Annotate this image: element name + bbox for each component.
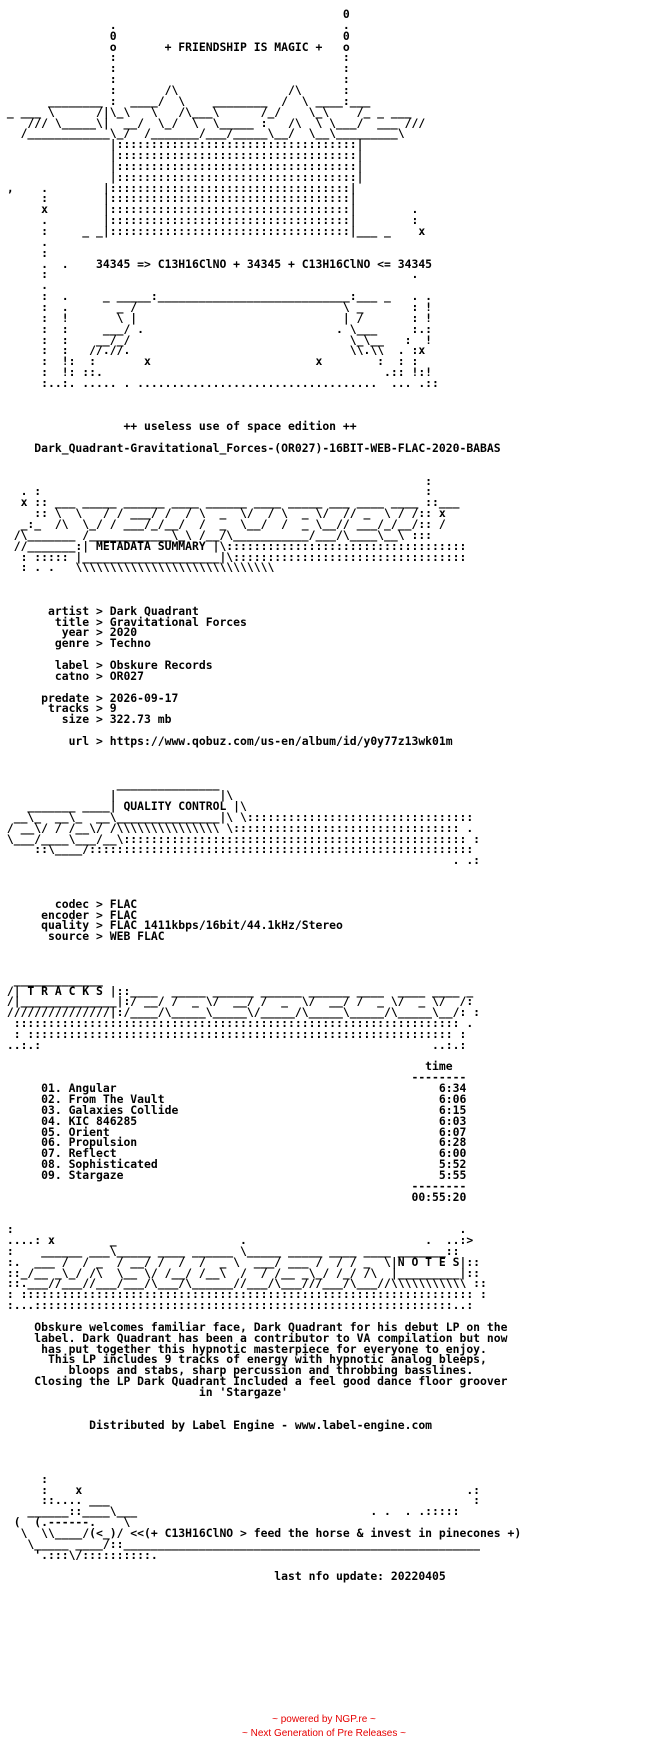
nfo-line: -------- (0, 1070, 467, 1085)
nfo-line: \_____ ____/::____________________________________________________ (0, 1536, 481, 1551)
nfo-line: |:::::::::::::::::::::::::::::::::::| (0, 137, 364, 152)
nfo-line: : . . \\\\\\\\\\\\\\\\\\\\\\\\\\\\\ (0, 560, 275, 575)
nfo-line: : :::::::::::::::::::::::::::::::::::::::::::::::::::::::::::::: : (0, 1026, 467, 1041)
nfo-line: : : (0, 50, 350, 65)
nfo-line: : : ___/ . . \___ :.: (0, 321, 433, 336)
footer-line-2[interactable]: ~ Next Generation of Pre Releases ~ (242, 1728, 406, 1739)
nfo-line: _:_ /\ \_/ / ___/_/__/ / _ \__/ / _ \__// ___/_/__/:: / (0, 516, 446, 531)
nfo-line: codec > FLAC (0, 896, 138, 911)
nfo-line: ::_/__ _\_/ /\ \__ \/ /__/ /__\ / / /__ _\_/ /_/ /\ |_________|:: (0, 1265, 481, 1280)
nfo-line: : ! \ | | / : ! (0, 310, 433, 325)
nfo-line: : !: ::. .:: !:! (0, 365, 433, 380)
nfo-line: 04. KIC 846285 6:03 (0, 1113, 467, 1128)
nfo-line: :..:. ..... . ................................... ... .:: (0, 375, 439, 390)
nfo-line: 08. Sophisticated 5:52 (0, 1157, 467, 1172)
nfo-line: . . (0, 17, 350, 32)
nfo-line: :. ___ / / _ / __/ / / / _ \ ___/ ___ / / / _ \|N O T E S|:: (0, 1254, 481, 1269)
nfo-line: . |:::::::::::::::::::::::::::::::::::| : (0, 213, 419, 228)
nfo-line: /\_______ /____________\_\ /__/\___________/___/\____\__\ ::: (0, 527, 433, 542)
nfo-line: _______ ____| QUALITY CONTROL |\ (0, 799, 247, 814)
nfo-line: ..:.: ..:.: (0, 1037, 467, 1052)
nfo-line: _______________ (0, 777, 220, 792)
nfo-line: 0 (0, 7, 350, 21)
nfo-line: 07. Reflect 6:00 (0, 1146, 467, 1161)
nfo-line: has put together this hypnotic masterpiece for everyone to enjoy. (0, 1341, 487, 1356)
nfo-line: /____________\_/ /_______/___/_____\__/ \__\_________\ (0, 126, 405, 141)
nfo-line: ::\____/:::::::::::::::::::::::::::::::::::::::::::::::::::::::: (0, 842, 474, 857)
footer-powered-by (0, 1713, 648, 1741)
nfo-line: Closing the LP Dark Quadrant Included a feel good dance floor groover (0, 1374, 508, 1389)
nfo-line: //_______:| METADATA SUMMARY |\::::::::::::::::::::::::::::::::::: (0, 538, 467, 553)
nfo-line: : (0, 1471, 49, 1486)
nfo-line: ( (.------. \ (0, 1515, 378, 1530)
nfo-line: This LP includes 9 tracks of energy with hypnotic analog bleeps, (0, 1352, 487, 1367)
nfo-line: |:::::::::::::::::::::::::::::::::::| (0, 169, 364, 184)
nfo-line: size > 322.73 mb (0, 712, 172, 727)
nfo-line: 05. Orient 6:07 (0, 1124, 467, 1139)
nfo-line: quality > FLAC 1411kbps/16bit/44.1kHz/Stereo (0, 918, 343, 933)
nfo-line: : /\ /\ : (0, 82, 350, 97)
nfo-line: : : (0, 72, 350, 87)
nfo-line: : ::::: |____________________|\:::::::::::::::::::::::::::::::::: (0, 549, 467, 564)
nfo-line: : _ _|:::::::::::::::::::::::::::::::::::|___ _ x (0, 224, 426, 238)
nfo-line: _ ___ \ /|\_\ \ /\___\ /_/ \_\ /_ _ ___ (0, 104, 412, 119)
nfo-line: time (0, 1059, 453, 1074)
nfo-line: ________ : ____/ \ ________ / \ ____:___ (0, 93, 371, 108)
nfo-line: : . _ / \ _ : ! (0, 299, 433, 314)
nfo-line: :...:::::::::::::::::::::::::::::::::::::::::::::::::::::::::::::..: (0, 1298, 474, 1313)
nfo-line: : : //.//. \\.\\ . :x (0, 343, 426, 358)
nfo-line: 0 0 (0, 28, 350, 43)
nfo-line: source > WEB FLAC (0, 929, 165, 944)
nfo-line: : . _ _____:____________________________:___ _ . . (0, 289, 433, 304)
nfo-line: : . (0, 1222, 467, 1237)
footer-line-1[interactable]: ~ powered by NGP.re ~ (272, 1714, 376, 1725)
nfo-line: Obskure welcomes familiar face, Dark Quadrant for his debut LP on the (0, 1319, 508, 1334)
nfo-line: /// \_____\| __/ \_/ \ \_____ : /\ \ \___/ ___ /// (0, 115, 426, 130)
nfo-line: : !: : x x : : : (0, 354, 419, 369)
nfo-line: \ \\____/(<_)/ <<(+ C13H16ClNO > feed the horse & invest in pinecones +) (0, 1526, 522, 1540)
nfo-line: : : (0, 61, 350, 76)
nfo-line: : . (0, 267, 419, 282)
nfo-line: url > https://www.qobuz.com/us-en/album/id/y0y77z13wk01m (0, 733, 453, 748)
nfo-line: in 'Stargaze' (0, 1384, 289, 1399)
nfo-line: 06. Propulsion 6:28 (0, 1135, 467, 1150)
nfo-line: ::.... ___ : (0, 1493, 481, 1508)
nfo-line: x |:::::::::::::::::::::::::::::::::::| . (0, 202, 419, 217)
nfo-line: . (0, 234, 49, 249)
nfo-line: title > Gravitational Forces (0, 614, 247, 629)
nfo-line: \___/____\___/__\:::::::::::::::::::::::::::::::::::::::::::::::::: : (0, 831, 481, 846)
nfo-line: o + FRIENDSHIP IS MAGIC + o (0, 39, 350, 54)
nfo-line: |:::::::::::::::::::::::::::::::::::| (0, 158, 364, 173)
nfo-line: 03. Galaxies Collide 6:15 (0, 1102, 467, 1117)
nfo-line: . : : (0, 484, 433, 499)
nfo-line: : : __/_/ \_\__ : ! (0, 332, 433, 347)
nfo-line: year > 2020 (0, 625, 138, 640)
nfo-line: label. Dark Quadrant has been a contributor to VA compilation but now (0, 1330, 508, 1345)
nfo-line: bloops and stabs, sharp percussion and throbbing basslines. (0, 1363, 474, 1378)
nfo-line: Distributed by Label Engine - www.label-engine.com (0, 1417, 433, 1432)
nfo-line: . .: (0, 853, 481, 868)
nfo-line: ++ useless use of space edition ++ (0, 419, 357, 434)
nfo-line: : (0, 473, 433, 488)
nfo-line: : :::::::::::::::::::::::::::::::::::::::::::::::::::::::::::::::::: : (0, 1287, 487, 1302)
nfo-line: . (0, 278, 49, 293)
nfo-line: /| T R A C K S |::____ _____ ______ ______ ______ ____ ____ ____ _ (0, 983, 474, 998)
nfo-line: | |\ (0, 788, 234, 803)
nfo-line: -------- (0, 1178, 467, 1193)
nfo-line: last nfo update: 20220405 (0, 1569, 446, 1584)
nfo-line: ______::____\___ . . . .::::: (0, 1504, 460, 1519)
nfo-line: catno > OR027 (0, 668, 145, 683)
nfo-line: predate > 2026-09-17 (0, 690, 179, 705)
nfo-line: Dark_Quadrant-Gravitational_Forces-(OR027)-16BIT-WEB-FLAC-2020-BABAS (0, 441, 501, 455)
nfo-line: 02. From The Vault 6:06 (0, 1092, 467, 1106)
nfo-line: ::::::::::::::::::::::::::::::::::::::::::::::::::::::::::::::::: . (0, 1016, 474, 1031)
nfo-line: 01. Angular 6:34 (0, 1081, 467, 1096)
nfo-line: , . |:::::::::::::::::::::::::::::::::::| (0, 180, 357, 195)
nfo-line: : x .: (0, 1482, 481, 1497)
nfo-line: x :: ___ _____ ______ ____ ______ ____ _____ ___ ____ ____ ::___ (0, 495, 460, 510)
nfo-line: '.:::\/::::::::::. (0, 1547, 158, 1562)
nfo-line: _____________ (0, 972, 103, 987)
nfo-line: /|______________|:/ __/ / _ \/ __/ / _ \/ __/ / _ \/ _ \/ /: (0, 994, 474, 1009)
nfo-line: artist > Dark Quadrant (0, 603, 199, 618)
nfo-line: encoder > FLAC (0, 907, 138, 922)
nfo-line: : (0, 245, 49, 260)
nfo-line: |:::::::::::::::::::::::::::::::::::| (0, 148, 364, 163)
nfo-line: / __\/ / /__\/ /\\\\\\\\\\\\\\\ \::::::::::::::::::::::::::::::::: . (0, 820, 474, 835)
nfo-line: ....: x _ . . ..:> (0, 1233, 474, 1248)
nfo-line: ::.___//___//___/___/\___/\______//___/\___///___/\___//\\\\\\\\\\\ :: (0, 1276, 487, 1291)
nfo-line: tracks > 9 (0, 701, 117, 716)
nfo-line: label > Obskure Records (0, 658, 213, 672)
nfo-line (0, 1636, 648, 1648)
nfo-line: 00:55:20 (0, 1189, 467, 1204)
nfo-line: : ______ ___\_____ ____ ______ \_____ _____ ____ ____ _______:: (0, 1243, 460, 1258)
nfo-line: : |:::::::::::::::::::::::::::::::::::| (0, 191, 357, 206)
nfo-line: ///////////////|:/____/\_____\_____\/_____/\_____\_____/\_____\__/: : (0, 1005, 481, 1020)
nfo-line: :: \ \ / / ___/ / / \ _ \/ / \ _ \/ // _ \ / /:: x (0, 506, 446, 521)
nfo-line: genre > Techno (0, 636, 151, 651)
nfo-line: __\_ __\_ __\_______________|\ \::::::::::::::::::::::::::::::::: (0, 809, 474, 824)
nfo-line: . . 34345 => C13H16ClNO + 34345 + C13H16ClNO <= 34345 (0, 256, 433, 271)
nfo-line: 09. Stargaze 5:55 (0, 1167, 467, 1182)
